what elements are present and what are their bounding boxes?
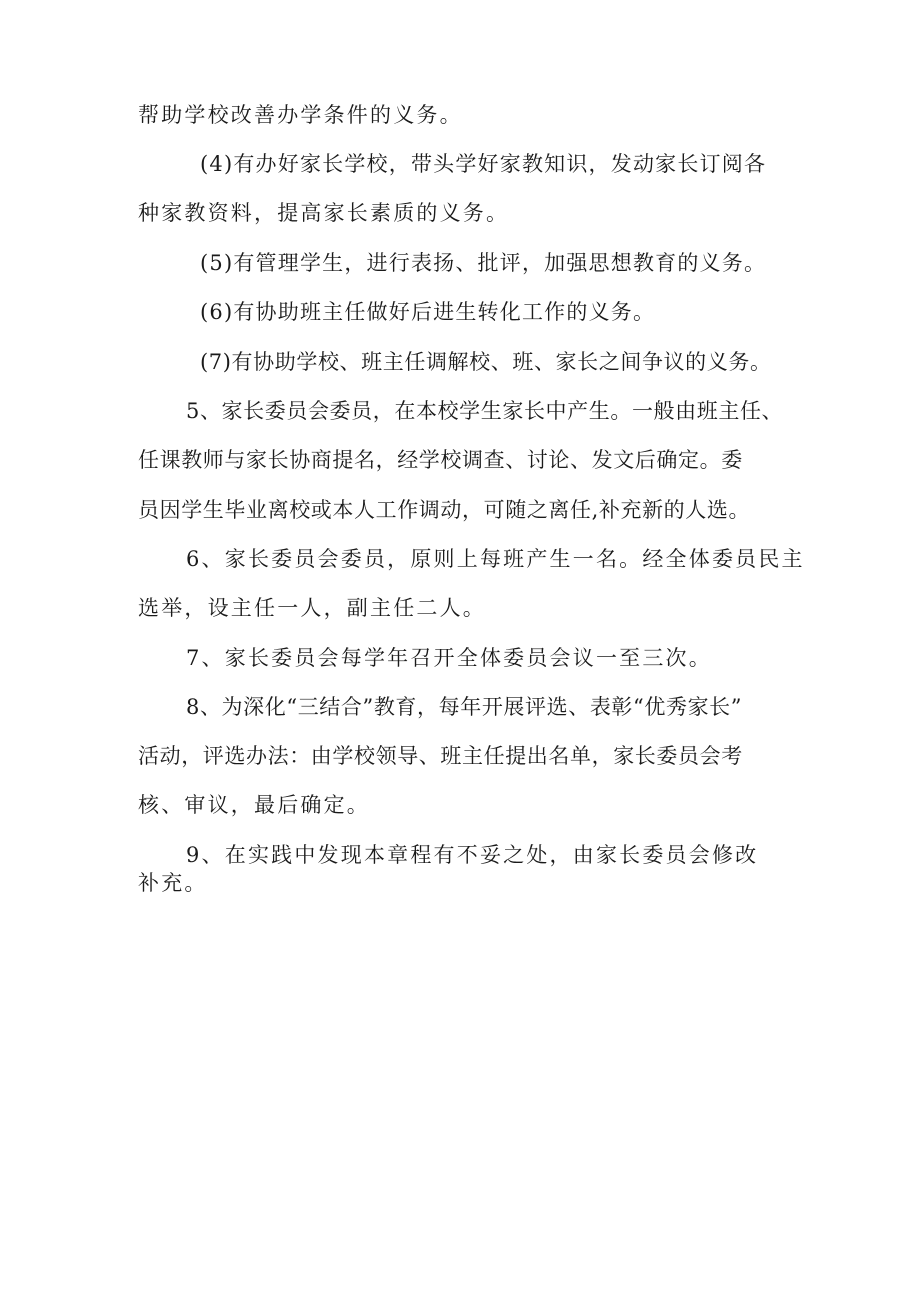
paragraph-line: 6、家长委员会委员，原则上每班产生一名。经全体委员民主 (186, 547, 805, 571)
paragraph-line: 核、审议，最后确定。 (138, 793, 370, 817)
paragraph-line: (6)有协助班主任做好后进生转化工作的义务。 (200, 300, 656, 324)
paragraph-line: 活动，评选办法：由学校领导、班主任提出名单，家长委员会考 (138, 744, 743, 768)
paragraph-line: 选举，设主任一人，副主任二人。 (138, 596, 486, 620)
paragraph-line: 9、在实践中发现本章程有不妥之处，由家长委员会修改 (186, 843, 759, 867)
paragraph-line: 种家教资料，提高家长素质的义务。 (138, 201, 510, 225)
paragraph-line: 帮助学校改善办学条件的义务。 (138, 103, 463, 127)
paragraph-line: 8、为深化“三结合”教育，每年开展评选、表彰“优秀家长” (186, 695, 743, 719)
paragraph-line: 任课教师与家长协商提名，经学校调查、讨论、发文后确定。委 (138, 448, 743, 472)
paragraph-line: (5)有管理学生，进行表扬、批评，加强思想教育的义务。 (200, 251, 767, 275)
paragraph-line: 员因学生毕业离校或本人工作调动，可随之离任,补充新的人选。 (138, 498, 751, 522)
paragraph-line: 7、家长委员会每学年召开全体委员会议一至三次。 (186, 646, 712, 670)
paragraph-line: (4)有办好家长学校，带头学好家教知识，发动家长订阅各 (200, 152, 767, 176)
paragraph-line: 5、家长委员会委员，在本校学生家长中产生。一般由班主任、 (186, 399, 784, 423)
paragraph-line: (7)有协助学校、班主任调解校、班、家长之间争议的义务。 (200, 350, 772, 374)
paragraph-line: 补充。 (138, 871, 208, 895)
